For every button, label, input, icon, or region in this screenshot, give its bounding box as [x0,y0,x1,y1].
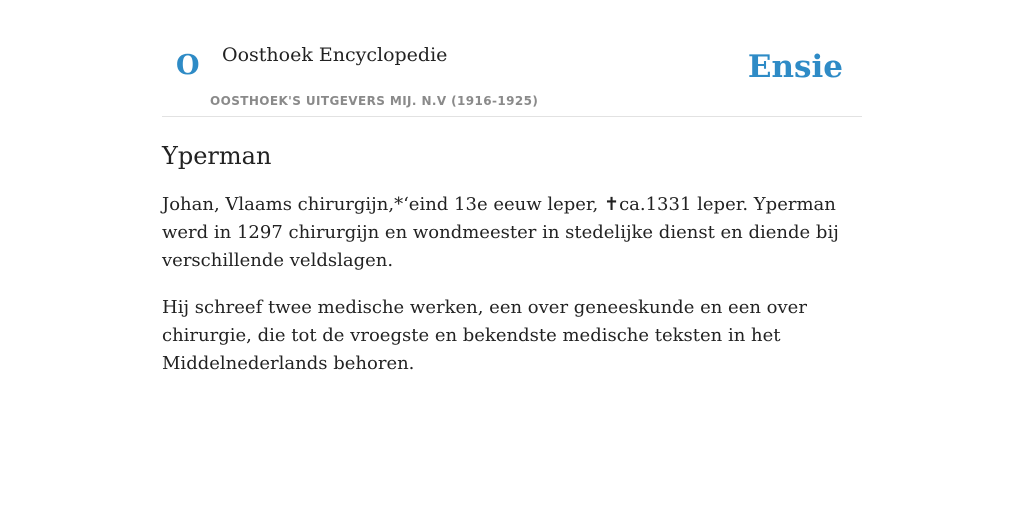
encyclopedia-title-link[interactable]: Oosthoek Encyclopedie [222,44,448,66]
entry-paragraph: Johan, Vlaams chirurgijn,*‘eind 13e eeuw leper, ✝ca.1331 leper. Yperman werd in 1297 chirurgijn en wondmeester in stedelijke dienst en diende bij verschillende veldslagen. [162,194,839,271]
encyclopedia-logo[interactable]: O [176,50,200,81]
page [162,0,862,378]
publisher-subtitle: OOSTHOEK'S UITGEVERS MIJ. N.V (1916-1925) [210,94,539,108]
entry-title: Yperman [162,142,272,170]
entry-paragraph: Hij schreef twee medische werken, een over geneeskunde en een over chirurgie, die tot de vroegste en bekendste medische teksten in het Middelnederlands behoren. [162,297,807,374]
header [162,0,862,117]
ensie-brand-logo[interactable]: Ensie [747,49,843,85]
